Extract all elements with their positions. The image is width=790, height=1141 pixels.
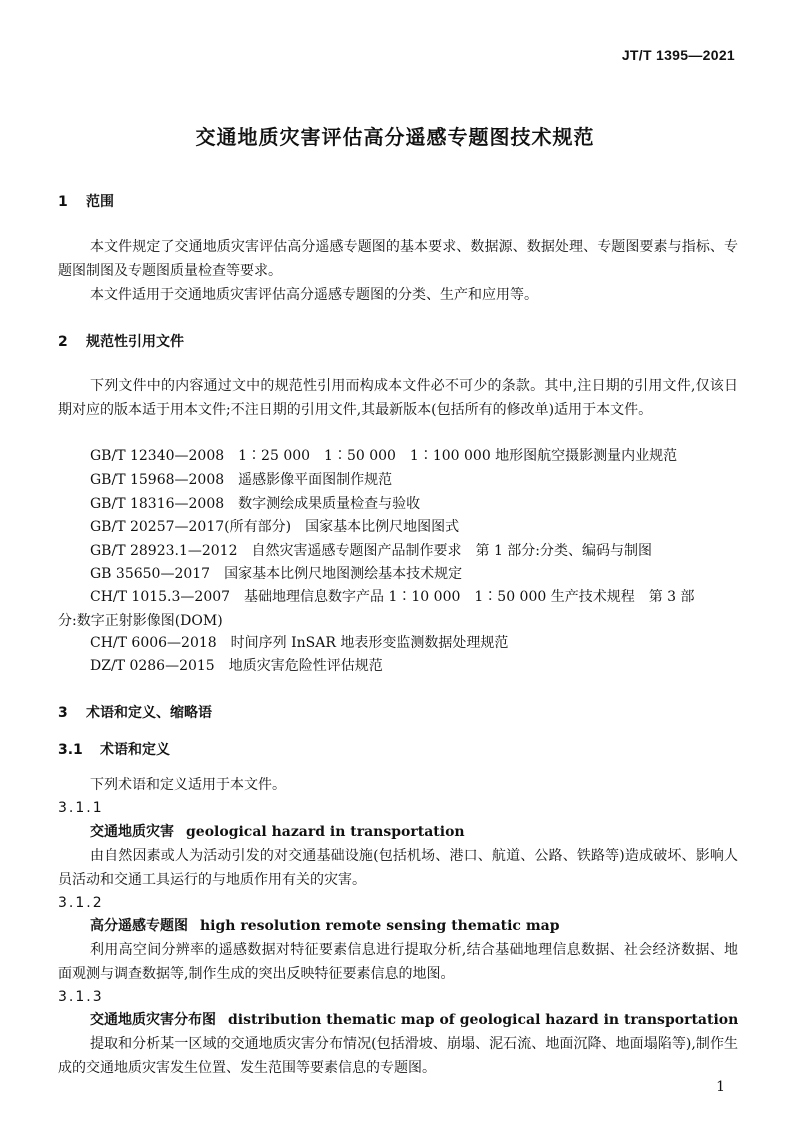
paragraph: 本文件适用于交通地质灾害评估高分遥感专题图的分类、生产和应用等。 [90, 287, 538, 303]
term-heading [90, 822, 465, 842]
term-heading [90, 1010, 738, 1030]
paragraph: 本文件规定了交通地质灾害评估高分遥感专题图的基本要求、数据源、数据处理、专题图要素与指标、专题图制图及专题图质量检查等要求。 [58, 239, 738, 279]
section-number: 2 [58, 334, 68, 350]
standard-code: JT/T 1395—2021 [621, 47, 735, 63]
term-number: 3.1.2 [58, 895, 104, 911]
term-en: distribution thematic map of geological hazard in transportation [228, 1012, 739, 1028]
reference-item: GB/T 28923.1—2012 自然灾害遥感专题图产品制作要求 第 1 部分:分类、编码与制图 [90, 543, 653, 559]
section-number: 3.1 [58, 742, 83, 758]
paragraph: 下列术语和定义适用于本文件。 [90, 777, 286, 793]
term-heading [90, 916, 560, 936]
section-2-heading [58, 332, 184, 352]
document-title: 交通地质灾害评估高分遥感专题图技术规范 [195, 125, 595, 149]
page-number: 1 [716, 1079, 725, 1095]
reference-item: GB/T 18316—2008 数字测绘成果质量检查与验收 [90, 496, 421, 512]
section-title: 术语和定义、缩略语 [86, 705, 212, 721]
term-en: high resolution remote sensing thematic map [200, 918, 560, 934]
term-zh: 交通地质灾害 [90, 824, 174, 840]
reference-item: CH/T 1015.3—2007 基础地理信息数字产品 1∶10 000 1∶50 000 生产技术规程 第 3 部分:数字正射影像图(DOM) [58, 589, 695, 629]
term-definition: 利用高空间分辨率的遥感数据对特征要素信息进行提取分析,结合基础地理信息数据、社会经济数据、地面观测与调查数据等,制作生成的突出反映特征要素信息的地图。 [58, 942, 738, 982]
term-en: geological hazard in transportation [186, 824, 465, 840]
section-number: 3 [58, 705, 68, 721]
section-title: 范围 [86, 194, 114, 210]
section-number: 1 [58, 194, 68, 210]
section-3-heading [58, 703, 212, 723]
paragraph: 下列文件中的内容通过文中的规范性引用而构成本文件必不可少的条款。其中,注日期的引用文件,仅该日期对应的版本适于用本文件;不注日期的引用文件,其最新版本(包括所有的修改单)适用于本文件。 [58, 378, 738, 418]
reference-item: GB/T 15968—2008 遥感影像平面图制作规范 [90, 472, 393, 488]
section-title: 术语和定义 [100, 742, 170, 758]
term-zh: 交通地质灾害分布图 [90, 1012, 216, 1028]
reference-item: DZ/T 0286—2015 地质灾害危险性评估规范 [90, 658, 383, 674]
term-definition: 提取和分析某一区域的交通地质灾害分布情况(包括滑坡、崩塌、泥石流、地面沉降、地面塌陷等),制作生成的交通地质灾害发生位置、发生范围等要素信息的专题图。 [58, 1036, 738, 1076]
subsection-3-1-heading [58, 740, 170, 760]
reference-item: GB/T 12340—2008 1∶25 000 1∶50 000 1∶100 000 地形图航空摄影测量内业规范 [90, 448, 678, 464]
reference-item: GB/T 20257—2017(所有部分) 国家基本比例尺地图图式 [90, 519, 460, 535]
section-1-heading [58, 192, 114, 212]
term-zh: 高分遥感专题图 [90, 918, 188, 934]
section-title: 规范性引用文件 [86, 334, 184, 350]
term-definition: 由自然因素或人为活动引发的对交通基础设施(包括机场、港口、航道、公路、铁路等)造成破坏、影响人员活动和交通工具运行的与地质作用有关的灾害。 [58, 848, 738, 888]
reference-item: GB 35650—2017 国家基本比例尺地图测绘基本技术规定 [90, 566, 463, 582]
reference-item: CH/T 6006—2018 时间序列 InSAR 地表形变监测数据处理规范 [90, 635, 509, 651]
term-number: 3.1.3 [58, 989, 104, 1005]
term-number: 3.1.1 [58, 800, 104, 816]
